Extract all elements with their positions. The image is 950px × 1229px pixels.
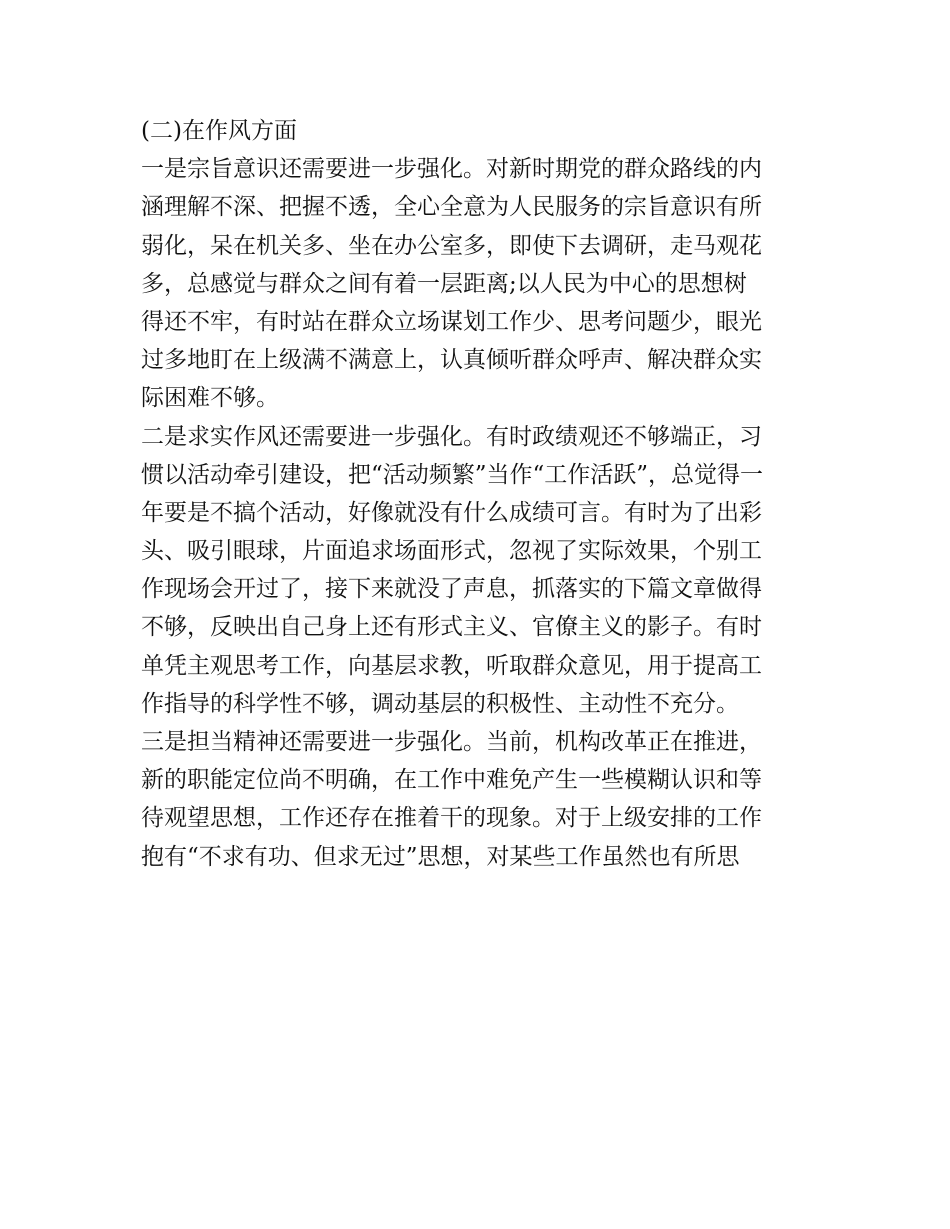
- paragraph-2: [141, 418, 813, 724]
- paragraph-line: 待观望思想，工作还存在推着干的现象。对于上级安排的工作: [141, 805, 762, 832]
- paragraph-3: [141, 723, 813, 876]
- paragraph-line: 不够，反映出自己身上还有形式主义、官僚主义的影子。有时: [141, 614, 762, 641]
- section-heading: (二)在作风方面: [141, 118, 297, 144]
- paragraph-line: 作现场会开过了，接下来就没了声息，抓落实的下篇文章做得: [141, 576, 762, 603]
- paragraph-line: 得还不牢，有时站在群众立场谋划工作少、思考问题少，眼光: [141, 308, 762, 335]
- paragraph-line: 际困难不够。: [141, 385, 279, 412]
- paragraph-line: 二是求实作风还需要进一步强化。有时政绩观还不够端正，习: [141, 423, 762, 450]
- paragraph-line: 作指导的科学性不够，调动基层的积极性、主动性不充分。: [141, 690, 739, 717]
- paragraph-line: 过多地盯在上级满不满意上，认真倾听群众呼声、解决群众实: [141, 347, 762, 374]
- paragraph-line: 抱有“不求有功、但求无过”思想，对某些工作虽然也有所思: [141, 843, 740, 870]
- document-body: [141, 112, 813, 876]
- paragraph-1: [141, 150, 813, 417]
- paragraph-line: 三是担当精神还需要进一步强化。当前，机构改革正在推进，: [141, 729, 762, 755]
- paragraph-line: 涵理解不深、把握不透，全心全意为人民服务的宗旨意识有所: [141, 194, 762, 221]
- paragraph-line: 一是宗旨意识还需要进一步强化。对新时期党的群众路线的内: [141, 156, 762, 183]
- paragraph-line: 弱化，呆在机关多、坐在办公室多，即使下去调研，走马观花: [141, 232, 762, 259]
- paragraph-line: 年要是不搞个活动，好像就没有什么成绩可言。有时为了出彩: [141, 499, 762, 526]
- paragraph-line: 头、吸引眼球，片面追求场面形式，忽视了实际效果，个别工: [141, 538, 762, 565]
- paragraph-line: 单凭主观思考工作，向基层求教，听取群众意见，用于提高工: [141, 652, 762, 679]
- paragraph-line: 惯以活动牵引建设，把“活动频繁”当作“工作活跃”，总觉得一: [141, 461, 764, 488]
- paragraph-line: 新的职能定位尚不明确，在工作中难免产生一些模糊认识和等: [141, 767, 762, 794]
- paragraph-line: 多，总感觉与群众之间有着一层距离;以人民为中心的思想树: [141, 270, 747, 297]
